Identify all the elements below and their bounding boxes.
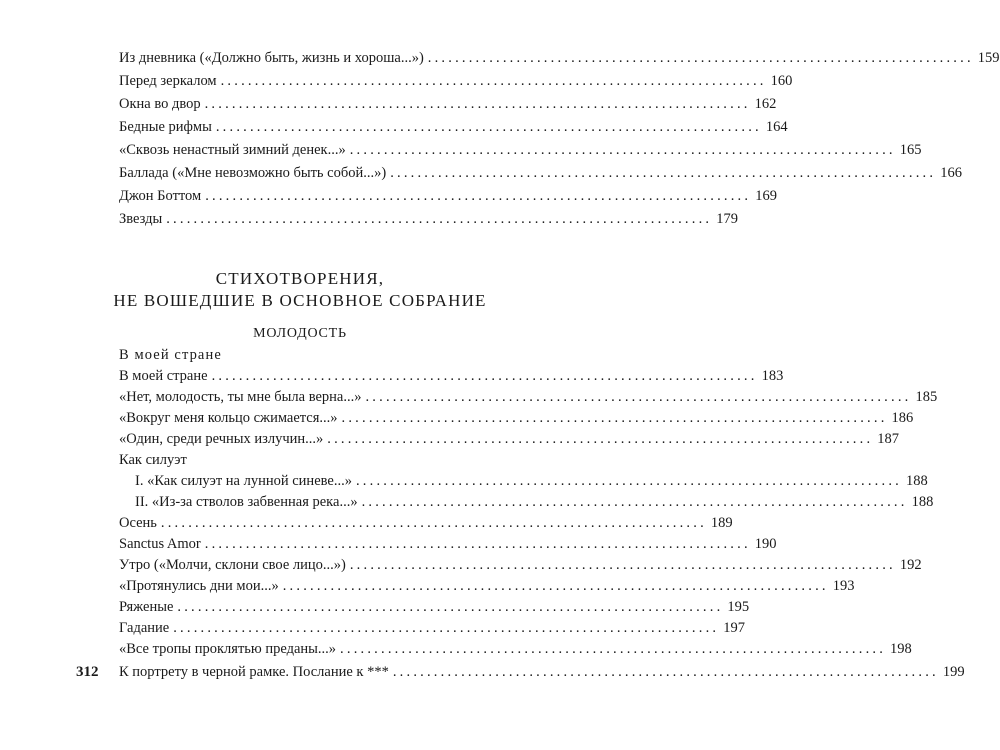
toc-entry-title: «Все тропы проклятью преданы...» <box>119 641 337 657</box>
toc-entry-page: 164 <box>765 119 788 135</box>
toc-entry-page: 165 <box>899 142 922 158</box>
toc-entry-page: 190 <box>754 536 777 552</box>
toc-entry-page: 183 <box>761 368 784 384</box>
toc-entry-page: 192 <box>899 557 922 573</box>
dot-leader: ................................................................................ <box>282 578 829 594</box>
toc-entry <box>119 94 777 114</box>
toc-entry <box>119 597 750 617</box>
toc-entry <box>119 366 784 386</box>
toc-entry <box>119 513 733 533</box>
dot-leader: ................................................................................ <box>166 211 713 227</box>
dot-leader: ................................................................................ <box>340 641 887 657</box>
dot-leader: ................................................................................ <box>349 142 896 158</box>
toc-entry-page: 198 <box>890 641 912 657</box>
toc-entry-page: 193 <box>832 578 855 594</box>
toc-entry <box>119 71 793 91</box>
dot-leader: ................................................................................ <box>390 165 937 181</box>
toc-entry-title: Бедные рифмы <box>119 119 212 135</box>
toc-entry <box>119 662 965 682</box>
toc-entry-title: Осень <box>119 515 157 531</box>
toc-entry-title: Утро («Молчи, склони свое лицо...») <box>119 557 346 573</box>
dot-leader: ................................................................................ <box>220 73 767 89</box>
toc-entry <box>119 209 738 229</box>
toc-entry <box>119 408 914 428</box>
toc-entry <box>119 186 777 206</box>
toc-entry <box>119 48 1000 68</box>
toc-entry-title: К портрету в черной рамке. Послание к *** <box>119 664 389 680</box>
dot-leader: ................................................................................ <box>173 620 720 636</box>
toc-entry-page: 187 <box>877 431 900 447</box>
section-heading-line-2: НЕ ВОШЕДШИЕ В ОСНОВНОЕ СОБРАНИЕ <box>113 291 487 310</box>
dot-leader: ................................................................................ <box>427 50 974 66</box>
dot-leader: ................................................................................ <box>341 410 888 426</box>
toc-entry-page: 199 <box>942 664 965 680</box>
dot-leader: ................................................................................ <box>204 96 751 112</box>
toc-entry-page: 162 <box>754 96 777 112</box>
toc-entry-title: Баллада («Мне невозможно быть собой...») <box>119 165 387 181</box>
toc-entry-title: «Один, среди речных излучин...» <box>119 431 324 447</box>
toc-entry-title: «Протянулись дни мои...» <box>119 578 279 594</box>
page-number: 312 <box>76 664 99 680</box>
toc-entry-page: 188 <box>905 473 928 489</box>
toc-entry <box>119 387 938 407</box>
toc-entry-title: «Нет, молодость, ты мне была верна...» <box>119 389 362 405</box>
toc-entry-title: Sanctus Amor <box>119 536 201 552</box>
dot-leader: ................................................................................ <box>392 664 939 680</box>
toc-entry-title: В моей стране <box>119 368 208 384</box>
toc-entry-page: 159 <box>977 50 1000 66</box>
toc-entry-page: 166 <box>940 165 962 181</box>
dot-leader: ................................................................................ <box>355 473 902 489</box>
dot-leader: ................................................................................ <box>361 494 908 510</box>
toc-entry <box>135 492 934 512</box>
toc-entry-title: Окна во двор <box>119 96 201 112</box>
toc-entry-title: Ряженые <box>119 599 174 615</box>
toc-entry-page: 195 <box>727 599 750 615</box>
toc-entry-title: Звезды <box>119 211 163 227</box>
toc-entry-title: «Сквозь ненастный зимний денек...» <box>119 142 346 158</box>
toc-entry <box>119 140 922 160</box>
toc-entry-page: 189 <box>710 515 733 531</box>
toc-entry-page: 188 <box>911 494 934 510</box>
toc-entry-page: 179 <box>716 211 738 227</box>
toc-entry <box>135 471 928 491</box>
toc-entry-title: II. «Из-за стволов забвенная река...» <box>135 494 358 510</box>
toc-entry-title: Джон Боттом <box>119 188 202 204</box>
dot-leader: ................................................................................ <box>349 557 896 573</box>
toc-entry-title: Перед зеркалом <box>119 73 217 89</box>
group-title: Как силуэт <box>119 452 187 468</box>
toc-entry-title: I. «Как силуэт на лунной синеве...» <box>135 473 352 489</box>
toc-entry <box>119 618 745 638</box>
dot-leader: ................................................................................ <box>211 368 758 384</box>
subsection-heading: МОЛОДОСТЬ <box>253 326 347 341</box>
toc-entry <box>119 639 912 659</box>
dot-leader: ................................................................................ <box>365 389 912 405</box>
section-heading-line-1: СТИХОТВОРЕНИЯ, <box>215 269 385 288</box>
group-title: В моей стране <box>119 347 222 363</box>
toc-entry-page: 169 <box>755 188 777 204</box>
dot-leader: ................................................................................ <box>204 536 751 552</box>
dot-leader: ................................................................................ <box>215 119 762 135</box>
dot-leader: ................................................................................ <box>205 188 752 204</box>
toc-entry-title: Из дневника («Должно быть, жизнь и хороша...») <box>119 50 424 66</box>
dot-leader: ................................................................................ <box>177 599 724 615</box>
toc-entry-title: «Вокруг меня кольцо сжимается...» <box>119 410 338 426</box>
toc-entry <box>119 117 788 137</box>
toc-entry <box>119 534 777 554</box>
toc-entry <box>119 576 855 596</box>
toc-entry-title: Гадание <box>119 620 170 636</box>
toc-entry-page: 185 <box>915 389 938 405</box>
toc-entry-page: 160 <box>770 73 793 89</box>
toc-entry <box>119 555 922 575</box>
toc-entry-page: 186 <box>891 410 914 426</box>
toc-entry <box>119 163 962 183</box>
dot-leader: ................................................................................ <box>160 515 707 531</box>
toc-entry <box>119 429 900 449</box>
dot-leader: ................................................................................ <box>327 431 874 447</box>
toc-entry-page: 197 <box>723 620 745 636</box>
